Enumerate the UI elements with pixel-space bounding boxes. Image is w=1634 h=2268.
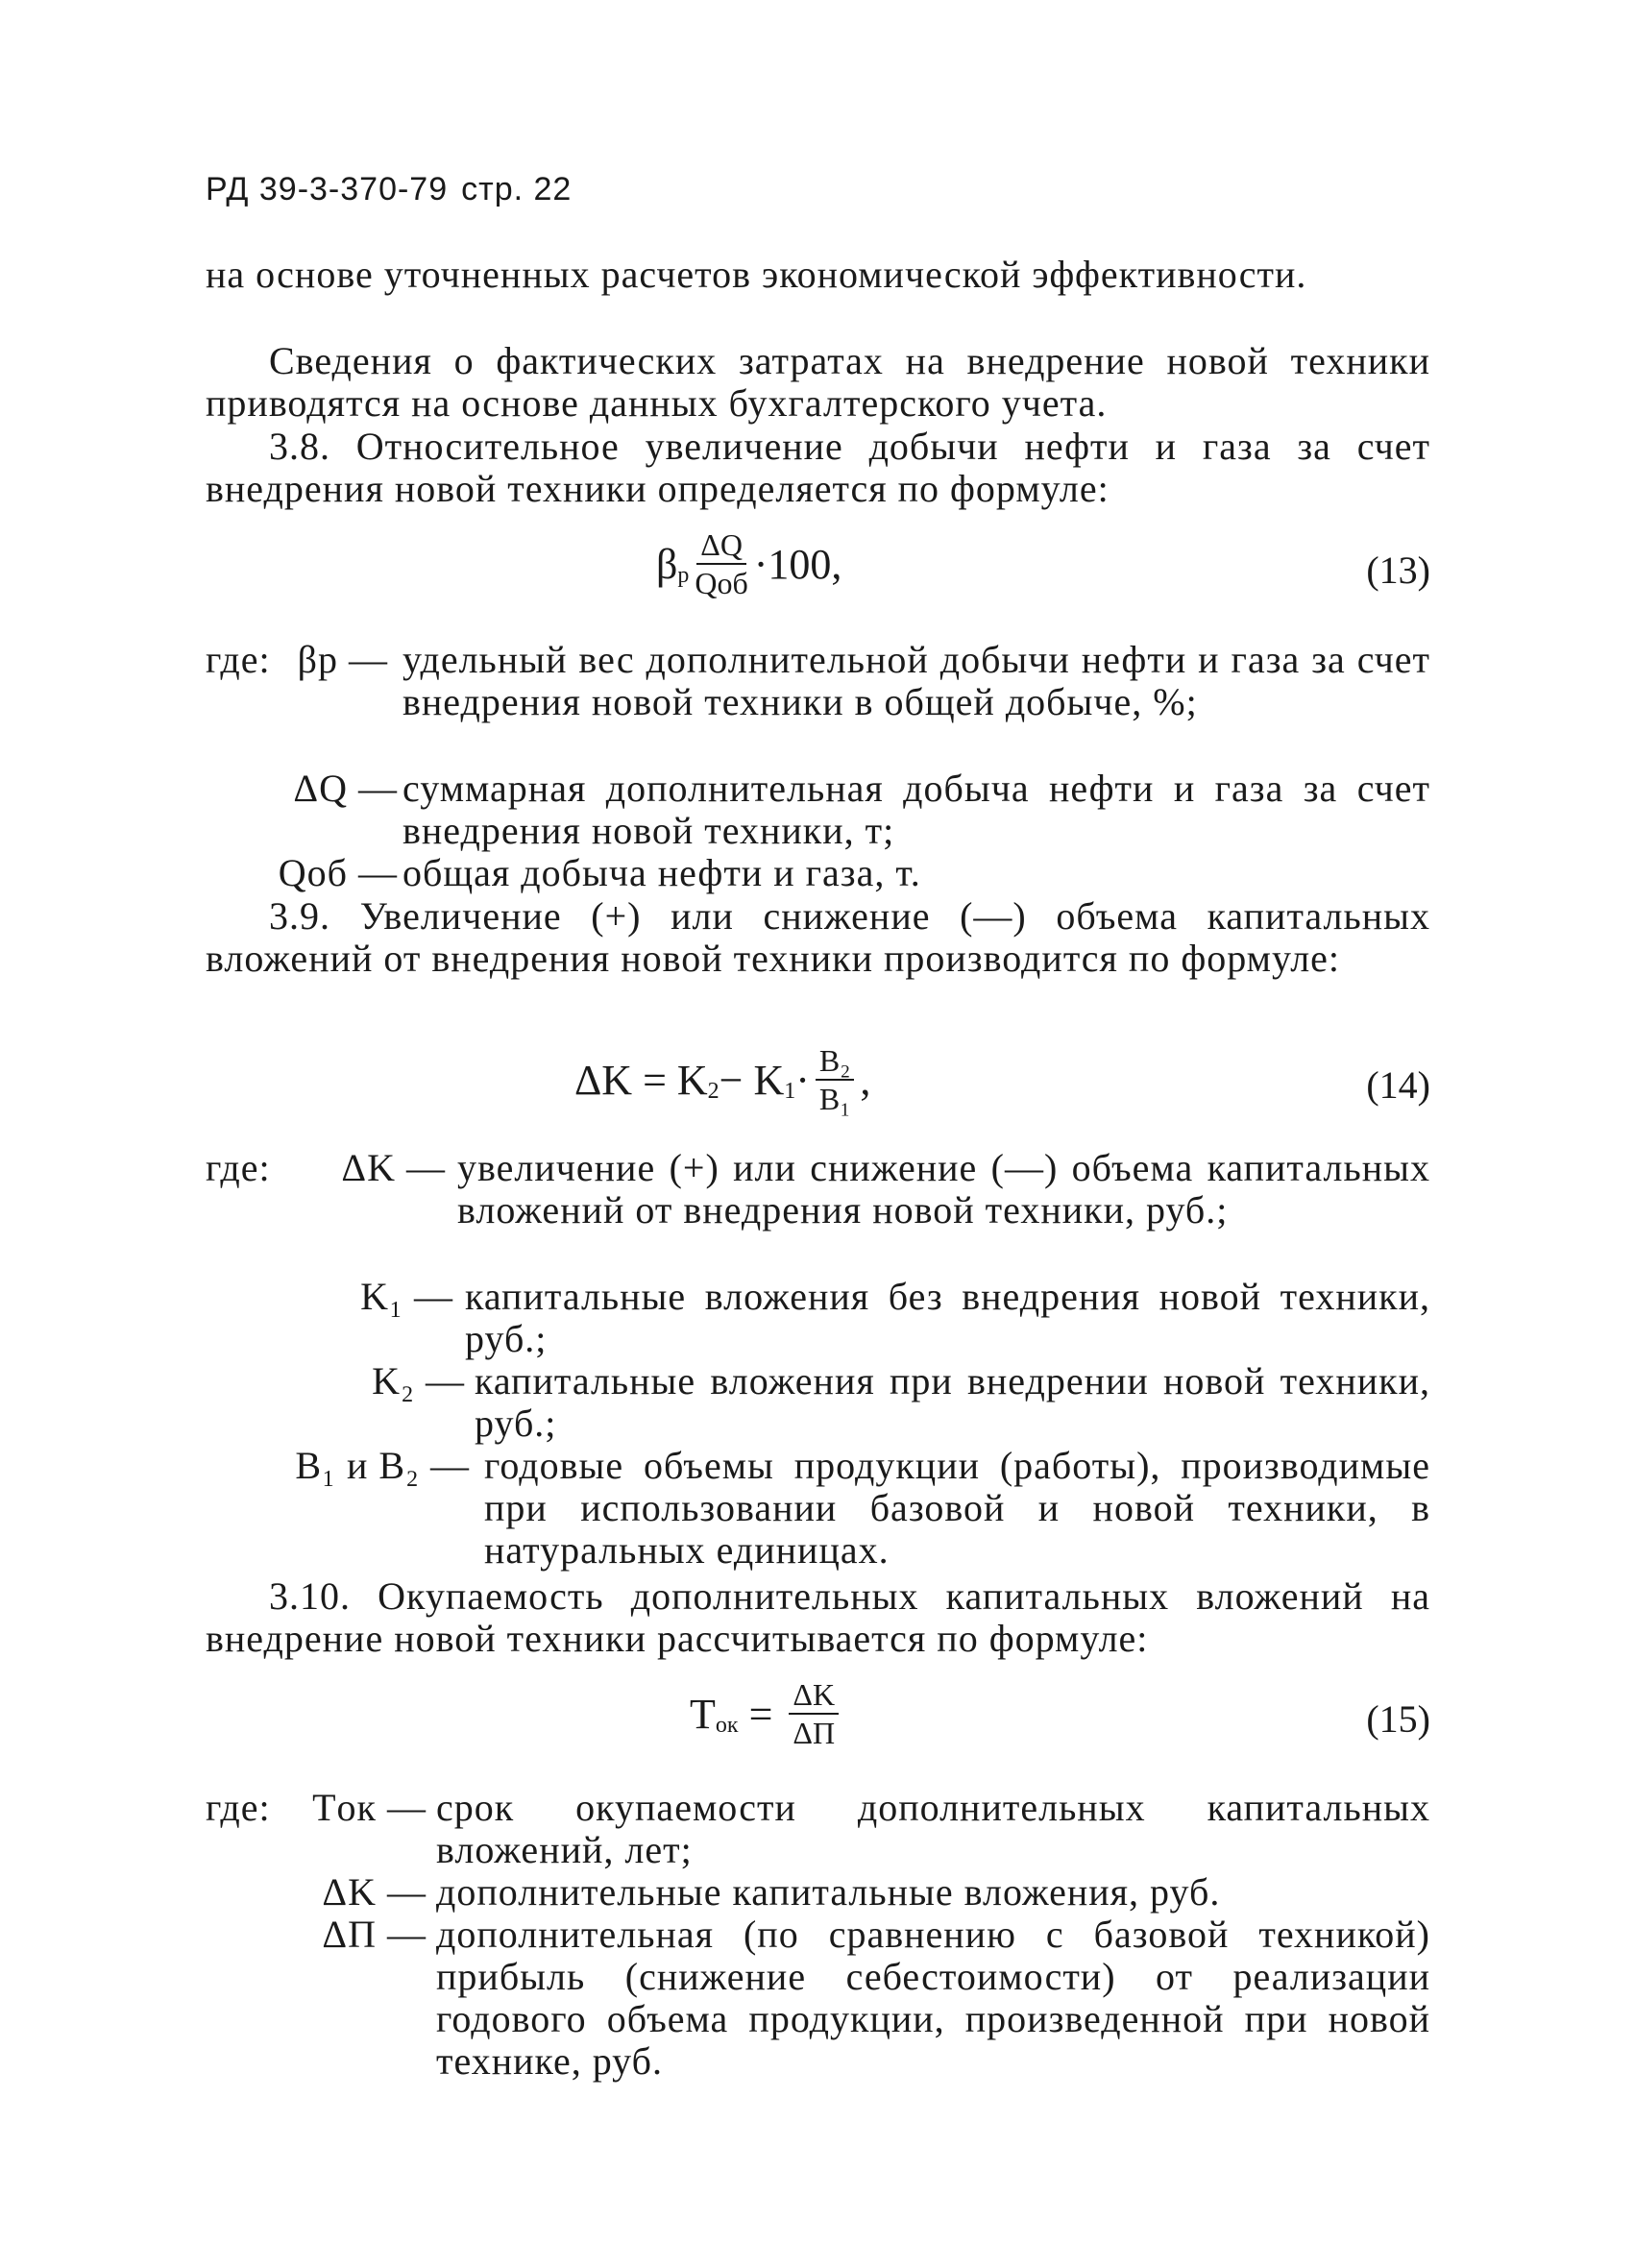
formula-13 — [656, 526, 841, 601]
defs13-text-2: общая добыча нефти и газа, т. — [402, 851, 921, 894]
defs13-label-1: ΔQ — — [293, 767, 398, 810]
defs15-text-2: дополнительная (по сравнению с базовой техникой) прибыль (снижение себестоимости) от реализации годового объема продукции, произведенной при новой технике, руб. — [436, 1913, 1430, 2083]
equation-number-14: (14) — [1366, 1063, 1430, 1107]
defs14-text-2: капитальные вложения при внедрении новой техники, руб.; — [475, 1359, 1430, 1445]
defs13-prefix: где: — [206, 638, 271, 681]
defs14-label-0: ΔK — — [341, 1146, 446, 1189]
definitions-15 — [206, 1787, 1430, 2133]
paragraph-intro: на основе уточненных расчетов экономической эффективности. — [206, 253, 1307, 296]
formula-15 — [690, 1676, 844, 1751]
eq14-k1-sub: 1 — [784, 1078, 796, 1104]
eq13-lhs: β — [656, 540, 678, 588]
defs15-label-2: ΔП — — [322, 1913, 427, 1956]
definitions-14 — [206, 1147, 1430, 1570]
eq14-mid: − K — [719, 1056, 785, 1104]
eq15-lhs-sub: ок — [715, 1712, 739, 1738]
eq14-denominator: B₁ — [818, 1082, 851, 1116]
defs14-label-1: K₁ — — [360, 1275, 453, 1318]
defs15-text-1: дополнительные капитальные вложения, руб. — [436, 1870, 1221, 1914]
eq14-tail: , — [860, 1056, 871, 1104]
formula-14 — [574, 1042, 870, 1117]
eq13-lhs-sub: p — [677, 562, 690, 588]
doc-code: РД 39-3-370-79 — [206, 171, 449, 207]
defs13-text-0: удельный вес дополнительной добычи нефти и газа за счет внедрения новой техники в общей добыче, %; — [402, 638, 1430, 723]
eq13-tail: ·100, — [753, 540, 842, 588]
paragraph-3-9: 3.9. Увеличение (+) или снижение (—) объема капитальных вложений от внедрения новой техники производится по формуле: — [206, 894, 1430, 980]
eq15-numerator: ΔK — [789, 1676, 839, 1715]
eq13-denominator: Qоб — [695, 566, 748, 600]
defs15-text-0: срок окупаемости дополнительных капитальных вложений, лет; — [436, 1786, 1430, 1871]
eq14-numerator: B₂ — [816, 1042, 855, 1081]
defs14-text-0: увеличение (+) или снижение (—) объема капитальных вложений от внедрения новой техники, руб.; — [457, 1146, 1430, 1232]
eq14-k2-sub: 2 — [707, 1078, 719, 1104]
eq14-lhs: ΔK = K — [574, 1056, 708, 1104]
paragraph-costs: Сведения о фактических затратах на внедрение новой техники приводятся на основе данных бухгалтерского учета. — [206, 339, 1430, 425]
defs14-text-1: капитальные вложения без внедрения новой техники, руб.; — [465, 1275, 1430, 1360]
defs14-prefix: где: — [206, 1146, 271, 1189]
defs15-prefix: где: — [206, 1786, 271, 1829]
paragraph-3-10: 3.10. Окупаемость дополнительных капитальных вложений на внедрение новой техники рассчитывается по формуле: — [206, 1574, 1430, 1660]
defs14-label-3: B₁ и B₂ — — [295, 1444, 470, 1487]
equation-number-13: (13) — [1366, 549, 1430, 592]
equation-number-15: (15) — [1366, 1697, 1430, 1741]
eq15-fraction — [789, 1676, 839, 1751]
paragraph-3-8: 3.8. Относительное увеличение добычи нефти и газа за счет внедрения новой техники определяется по формуле: — [206, 425, 1430, 510]
eq13-numerator: ΔQ — [696, 526, 746, 565]
eq13-fraction — [695, 526, 747, 601]
eq14-dot: · — [795, 1056, 810, 1104]
defs15-label-0: Tок — — [312, 1786, 427, 1829]
eq15-eq: = — [738, 1690, 784, 1738]
page-number: стр. 22 — [461, 171, 573, 207]
defs14-label-2: K₂ — — [372, 1359, 465, 1402]
defs13-text-1: суммарная дополнительная добыча нефти и газа за счет внедрения новой техники, т; — [402, 767, 1430, 852]
eq14-fraction — [816, 1042, 855, 1117]
eq15-denominator: ΔП — [793, 1716, 836, 1750]
defs13-label-0: βр — — [297, 638, 388, 681]
defs15-label-1: ΔK — — [322, 1870, 427, 1914]
eq15-lhs: T — [690, 1690, 716, 1738]
defs14-text-3: годовые объемы продукции (работы), производимые при использовании базовой и новой техники, в натуральных единицах. — [484, 1444, 1430, 1572]
defs13-label-2: Qоб — — [278, 851, 398, 894]
page-header — [206, 171, 572, 208]
definitions-13 — [206, 639, 1430, 898]
